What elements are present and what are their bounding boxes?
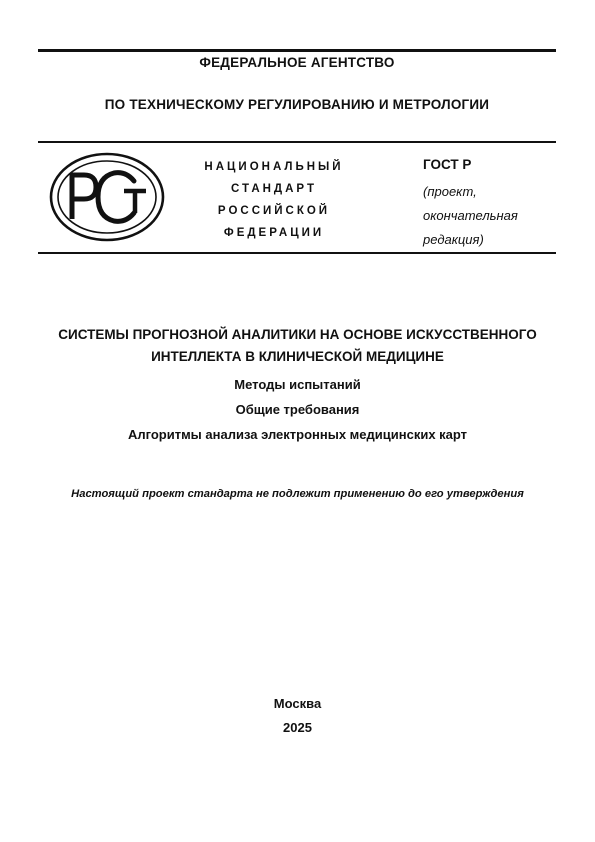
gost-logo-icon [48, 151, 166, 243]
agency-name-line1: ФЕДЕРАЛЬНОЕ АГЕНТСТВО [199, 55, 395, 70]
middle-rule [38, 141, 556, 143]
agency-name-line2: ПО ТЕХНИЧЕСКОМУ РЕГУЛИРОВАНИЮ И МЕТРОЛОГИИ [104, 97, 490, 112]
standard-type [186, 156, 362, 244]
draft-status-line: редакция) [423, 232, 484, 247]
draft-notice: Настоящий проект стандарта не подлежит применению до его утверждения [71, 488, 524, 500]
top-rule [38, 49, 556, 52]
subtitle-algorithms: Алгоритмы анализа электронных медицинских карт [127, 427, 468, 442]
standard-type-line: НАЦИОНАЛЬНЫЙ [204, 161, 344, 173]
subtitle-general-requirements: Общие требования [235, 402, 360, 417]
draft-status-line: (проект, [423, 184, 477, 199]
document-title [20, 324, 575, 368]
standard-type-line: ФЕДЕРАЦИИ [223, 227, 325, 239]
bottom-rule [38, 252, 556, 254]
draft-status-line: окончательная [423, 208, 518, 223]
gost-label: ГОСТ Р [423, 157, 472, 172]
publication-year: 2025 [283, 720, 312, 735]
title-line: ИНТЕЛЛЕКТА В КЛИНИЧЕСКОЙ МЕДИЦИНЕ [151, 349, 444, 364]
publication-city: Москва [273, 696, 322, 711]
title-line: СИСТЕМЫ ПРОГНОЗНОЙ АНАЛИТИКИ НА ОСНОВЕ ИСКУССТВЕННОГО [58, 327, 537, 342]
subtitle-test-methods: Методы испытаний [234, 377, 361, 392]
standard-type-line: РОССИЙСКОЙ [217, 205, 331, 217]
draft-status [423, 180, 518, 252]
standard-type-line: СТАНДАРТ [231, 183, 317, 195]
